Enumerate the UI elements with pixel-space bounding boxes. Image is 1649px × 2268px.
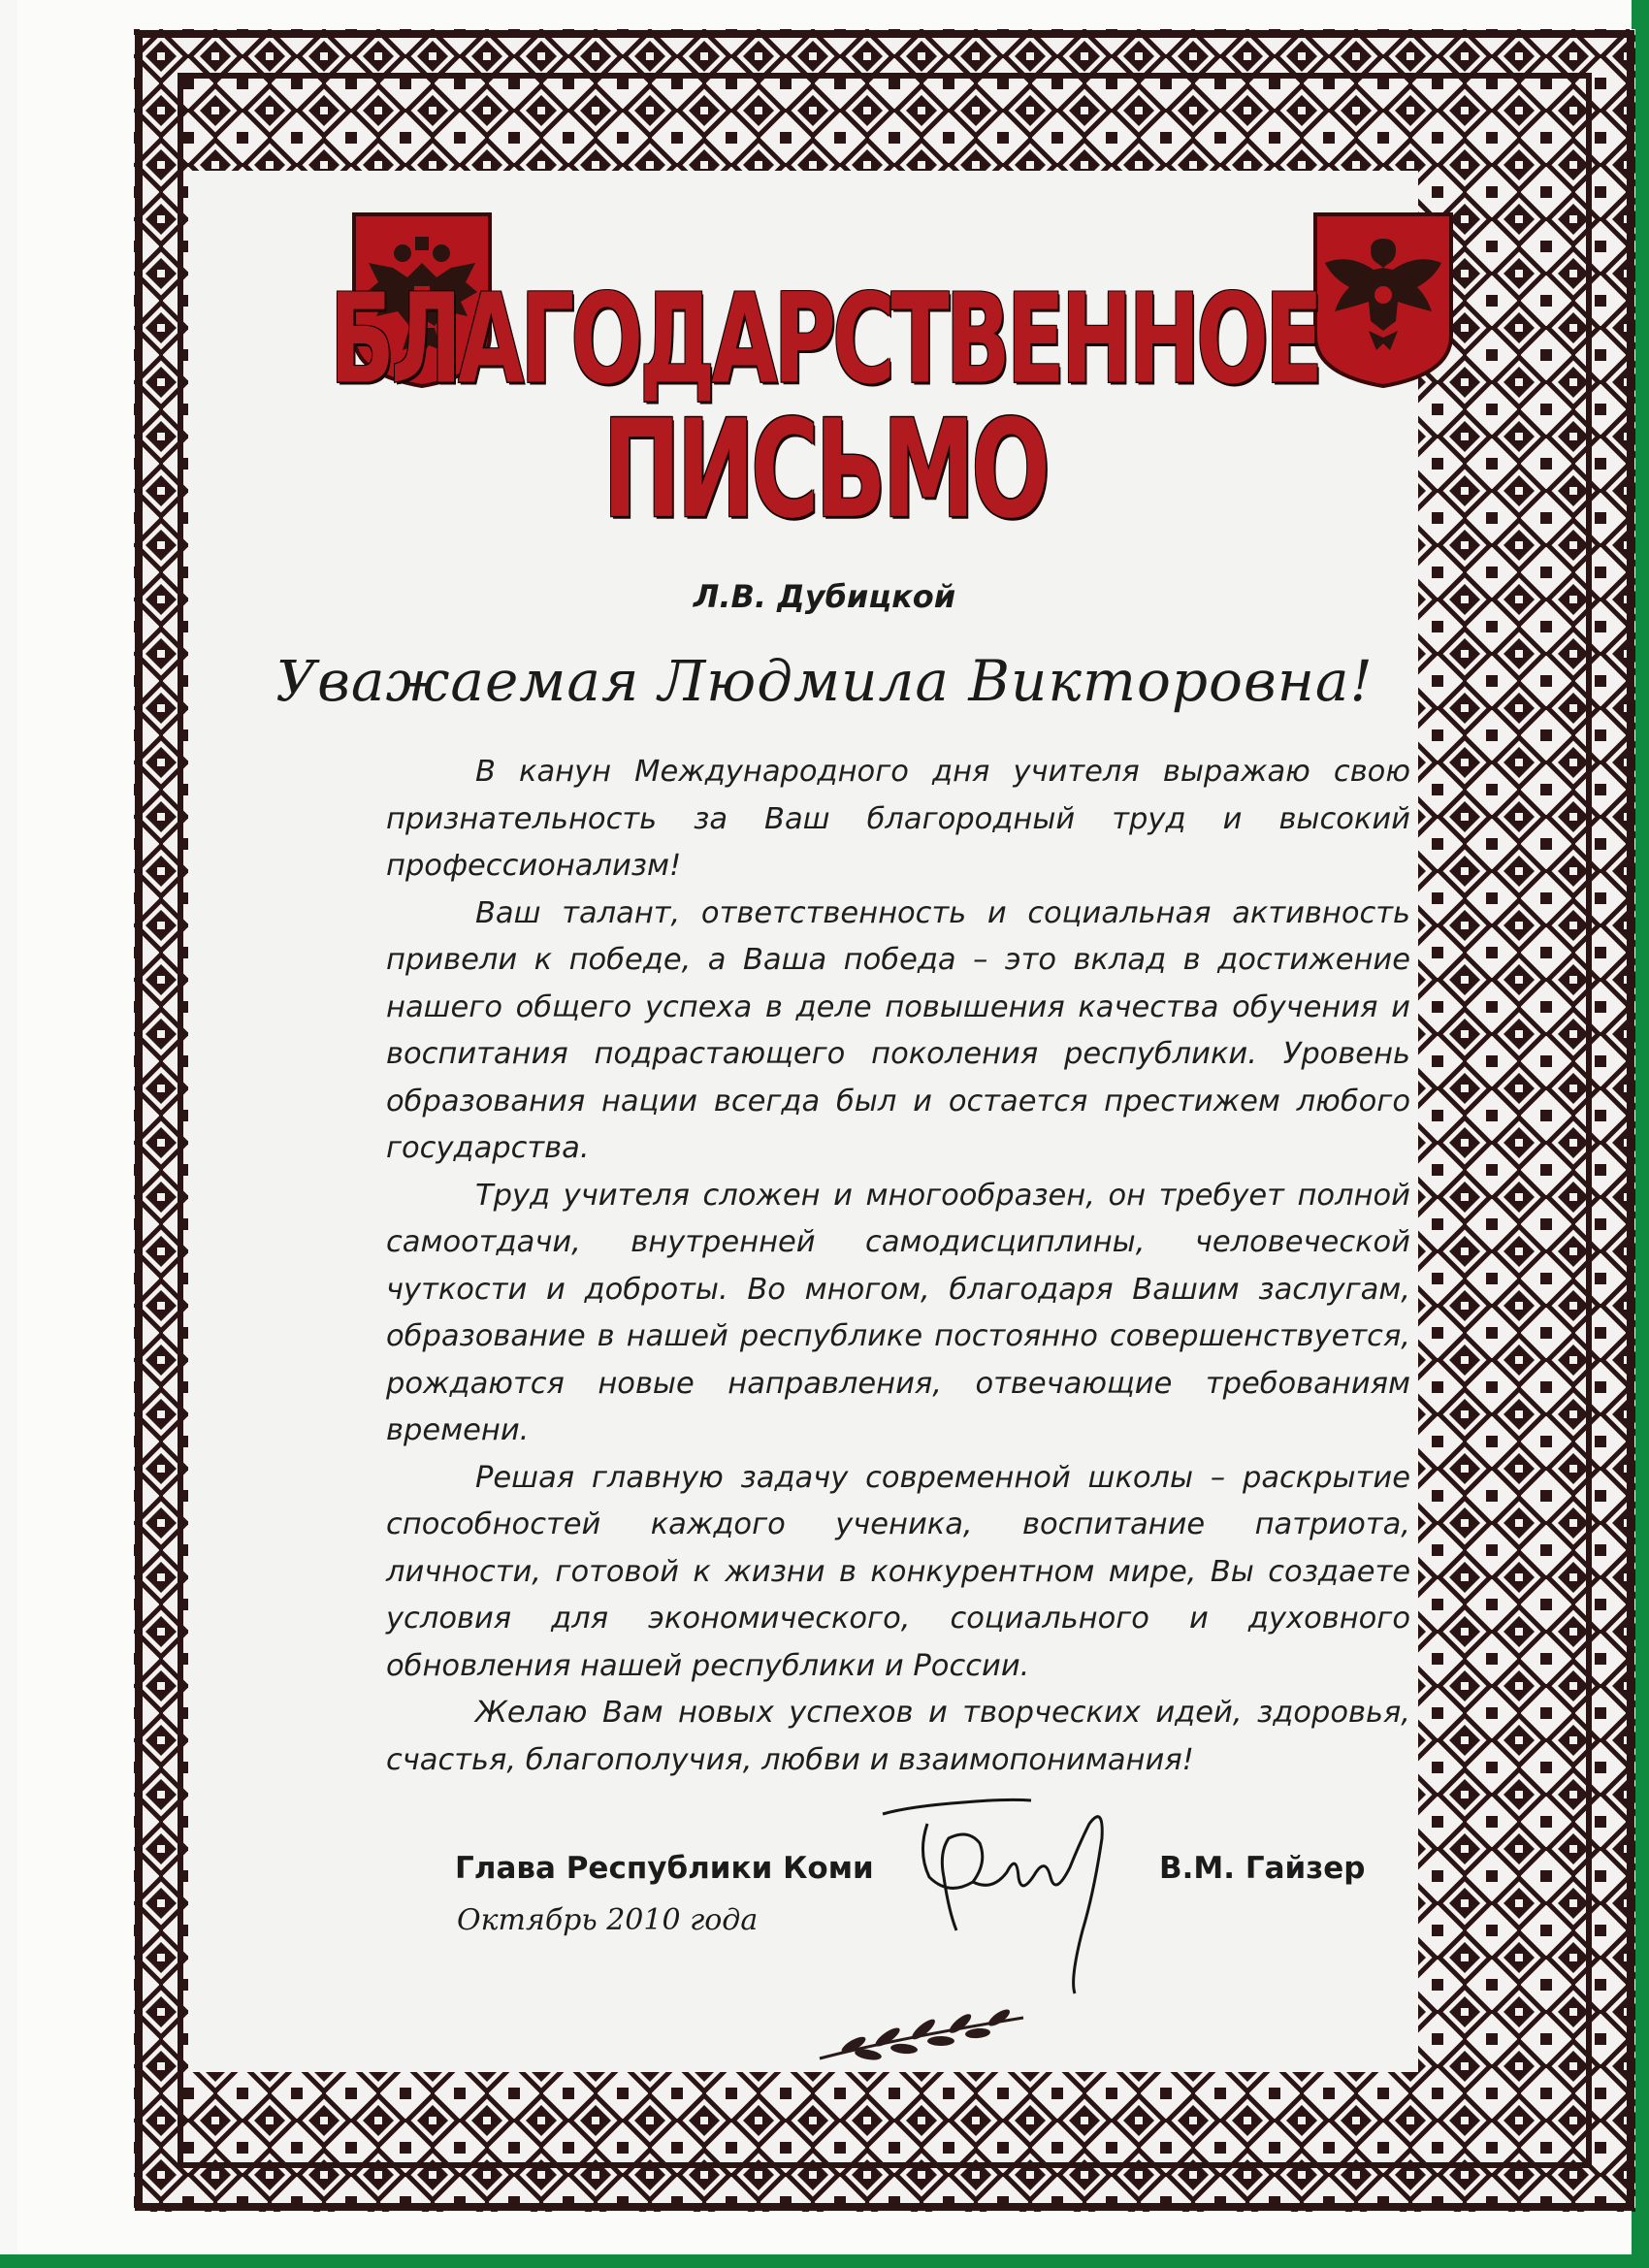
document-title-line-2: ПИСЬМО — [602, 390, 1047, 549]
document-title-line-1: БЛАГОДАРСТВЕННОЕ — [329, 266, 1320, 412]
paragraph: Труд учителя сложен и многообразен, он требует полной самоотдачи, внутренней самодисциплины, человеческой чуткости и доброты. Во многом, благодаря Вашим заслугам, образование в нашей республике постоянно совершенствуется, рождаются новые направления, отвечающие требованиям времени. — [386, 1178, 1410, 1447]
document-date: Октябрь 2010 года — [457, 1903, 759, 1937]
recipient-name: Л.В. Дубицкой — [693, 578, 956, 615]
handwritten-signature — [871, 1785, 1143, 2008]
letter-body — [386, 749, 1410, 1784]
signer-title: Глава Республики Коми — [455, 1851, 874, 1886]
signer-name: В.М. Гайзер — [1159, 1851, 1366, 1886]
paragraph: Решая главную задачу современной школы – раскрытие способностей каждого ученика, воспитание патриота, личности, готовой к жизни в конкурентном мире, Вы создаете условия для экономического, социального и духовного обновления нашей республики и России. — [386, 1460, 1410, 1683]
paragraph: Желаю Вам новых успехов и творческих идей, здоровья, счастья, благополучия, любви и взаимопонимания! — [386, 1696, 1410, 1777]
greeting: Уважаемая Людмила Викторовна! — [275, 648, 1374, 714]
paragraph: Ваш талант, ответственность и социальная активность привели к победе, а Ваша победа – это вклад в достижение нашего общего успеха в деле повышения качества обучения и воспитания подрастающего поколения республики. Уровень образования нации всегда был и остается престижем любого государства. — [386, 895, 1410, 1165]
laurel-branch-icon — [815, 2000, 1028, 2068]
scan-edge-bottom — [0, 2254, 1649, 2268]
certificate-sheet — [17, 0, 1632, 2252]
paragraph: В канун Международного дня учителя выражаю свою признательность за Ваш благородный труд и высокий профессионализм! — [386, 755, 1410, 883]
